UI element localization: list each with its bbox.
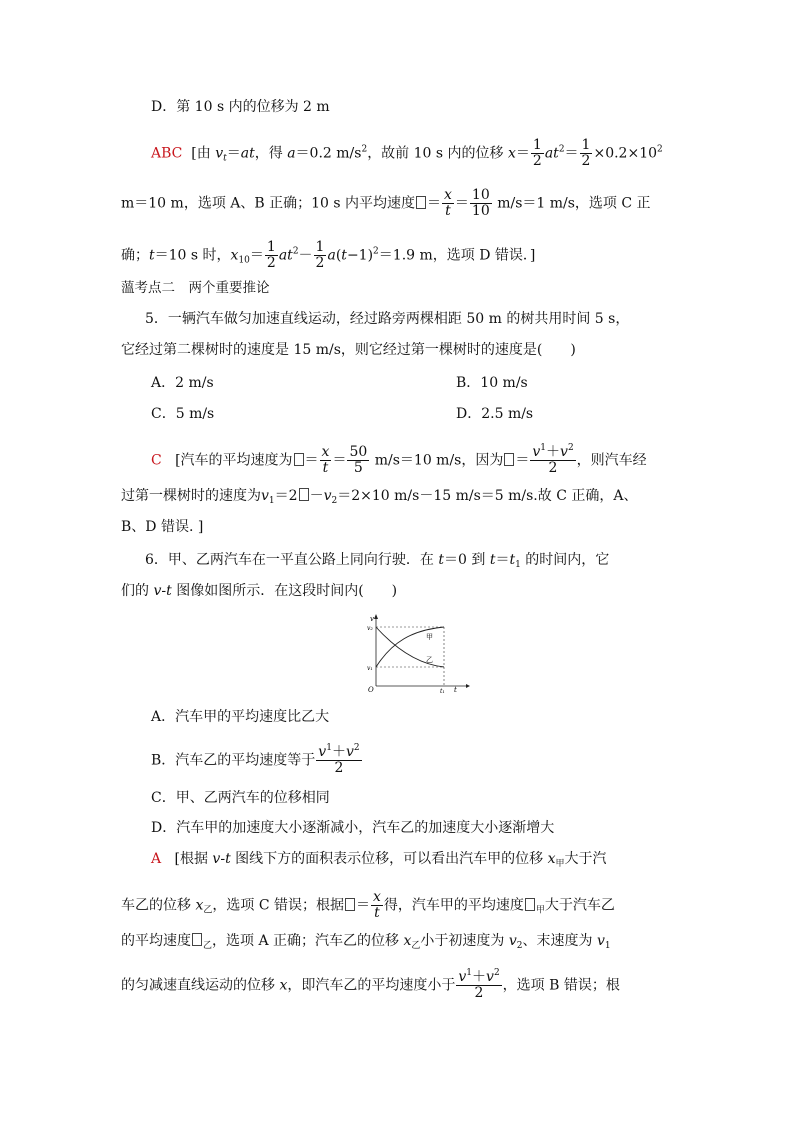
fraction-x-over-t: $\frac{x}{t}$ [321, 444, 330, 476]
vbar-placeholder-icon [504, 453, 514, 466]
v-t-graph [364, 612, 474, 694]
fraction-v1-plus-v2-over-2: $\frac{v^1+v^2}{2}$ [458, 968, 500, 1001]
jia-label: 甲 [426, 633, 433, 641]
fraction-v1-plus-v2-over-2: $\frac{v^1+v^2}{2}$ [318, 743, 360, 776]
q5-answer: C [151, 452, 162, 469]
q5-option-c: C．5 m/s [151, 406, 215, 422]
q4-answer: ABC [151, 145, 183, 162]
v-label: v [370, 615, 374, 623]
vbar-placeholder-icon [299, 488, 309, 501]
vbar-placeholder-icon [416, 196, 426, 209]
yi-label: 乙 [426, 656, 433, 664]
q4-explanation-line-2: m＝10 m，选项 A、B 正确；10 s 内平均速度 ＝ $\frac{x}{t}$ ＝ $\frac{10}{10}$ m/s＝1 m/s，选项 C 正 [121, 187, 651, 219]
q6-explanation-line-1: A [根据 v-t 图线下方的面积表示位移，可以看出汽车甲的位移 $x_甲$大于汽 [151, 851, 607, 869]
fraction-50-over-5: $\frac{50}{5}$ [349, 444, 368, 476]
origin-label: O [368, 686, 374, 694]
q6-option-a: A．汽车甲的平均速度比乙大 [151, 709, 330, 725]
fraction-half: $\frac{1}{2}$ [315, 239, 325, 271]
q6-option-b: B．汽车乙的平均速度等于 $\frac{v^1+v^2}{2}$ [151, 743, 360, 776]
vbar-placeholder-icon [345, 898, 355, 911]
q6-option-d: D．汽车甲的加速度大小逐渐减小，汽车乙的加速度大小逐渐增大 [151, 820, 555, 836]
q6-stem-line-1: 6．甲、乙两汽车在一平直公路上同向行驶．在 t＝0 到 $t=t_1$ 的时间内，它 [145, 552, 610, 570]
q6-explanation-line-3: 的平均速度 $_乙$，选项 A 正确；汽车乙的位移 $x_乙$小于初速度为 $v_2$、末速度为 $v_1$ [121, 933, 611, 951]
q5-explanation-line-1: C [汽车的平均速度为 ＝ $\frac{x}{t}$ ＝ $\frac{50}{5}$ m/s＝10 m/s，因为 ＝ $\frac{v^1+v^2}{2}$ ，则汽车经 [151, 443, 647, 476]
curve-jia [376, 627, 444, 667]
q5-stem-line-1: 5．一辆汽车做匀加速直线运动，经过路旁两棵相距 50 m 的树共用时间 5 s， [145, 311, 630, 327]
q6-stem-line-2: 们的 v-t 图像如图所示．在这段时间内( ) [121, 583, 398, 599]
q5-explanation-line-2: 过第一棵树时的速度为$v_1=2 -v_2=2\times 10$ m/s－15 m/s＝5 m/s.故 C 正确，A、 [121, 488, 638, 506]
fraction-10-over-10: $\frac{10}{10}$ [471, 187, 490, 219]
fraction-x-over-t: $\frac{x}{t}$ [373, 889, 381, 921]
q5-option-b: B．10 m/s [456, 375, 528, 391]
t-label: t [454, 686, 457, 694]
section-heading: 薀考点二 两个重要推论 [121, 280, 270, 296]
curve-yi [376, 627, 444, 667]
q5-option-a: A．2 m/s [151, 375, 214, 391]
q6-answer: A [151, 851, 162, 867]
v1-label: v₁ [367, 665, 373, 672]
q6-explanation-line-4: 的匀减速直线运动的位移 x，即汽车乙的平均速度小于 $\frac{v^1+v^2}{2}$ ，选项 B 错误；根 [121, 968, 620, 1001]
q5-option-d: D．2.5 m/s [456, 406, 534, 422]
vbar-placeholder-icon [525, 898, 535, 911]
fraction-half: $\frac{1}{2}$ [532, 137, 542, 169]
fraction-half: $\frac{1}{2}$ [581, 137, 591, 169]
t1-label: t₁ [440, 688, 445, 694]
q5-explanation-line-3: B、D 错误. ] [121, 519, 204, 535]
q6-explanation-line-2: 车乙的位移 $x_乙$，选项 C 错误；根据 ＝ $\frac{x}{t}$ 得，汽车甲的平均速度 $_甲$大于汽车乙 [121, 889, 615, 921]
q4-option-d: D．第 10 s 内的位移为 2 m [151, 99, 330, 115]
fraction-v1-plus-v2-over-2: $\frac{v^1+v^2}{2}$ [532, 443, 574, 476]
t-axis-arrow-icon [466, 684, 470, 688]
q5-stem-line-2: 它经过第二棵树时的速度是 15 m/s，则它经过第一棵树时的速度是( ) [121, 342, 576, 358]
v2-label: v₂ [367, 625, 373, 632]
q4-explanation-line-3: 确；t＝10 s 时，$x_{10}=$ $\frac{1}{2}$ $at^2-$ $\frac{1}{2}$ $a(t-1)^2=1.9$ m，选项 D 错误．] [121, 239, 536, 271]
q6-option-c: C．甲、乙两汽车的位移相同 [151, 790, 330, 806]
vbar-placeholder-icon [294, 453, 304, 466]
fraction-half: $\frac{1}{2}$ [266, 239, 276, 271]
v-axis-arrow-icon [374, 614, 378, 619]
q4-explanation-line-1: ABC [由 $v_t=at$，得 a＝0.2 $m/s^2$，故前 10 s 内的位移 x＝ $\frac{1}{2}$ $at^2=$ $\frac{1}{2}$ $\times 0.2\times 10^2$ [151, 137, 663, 169]
fraction-x-over-t: $\frac{x}{t}$ [444, 187, 452, 219]
vbar-placeholder-icon [192, 933, 202, 946]
